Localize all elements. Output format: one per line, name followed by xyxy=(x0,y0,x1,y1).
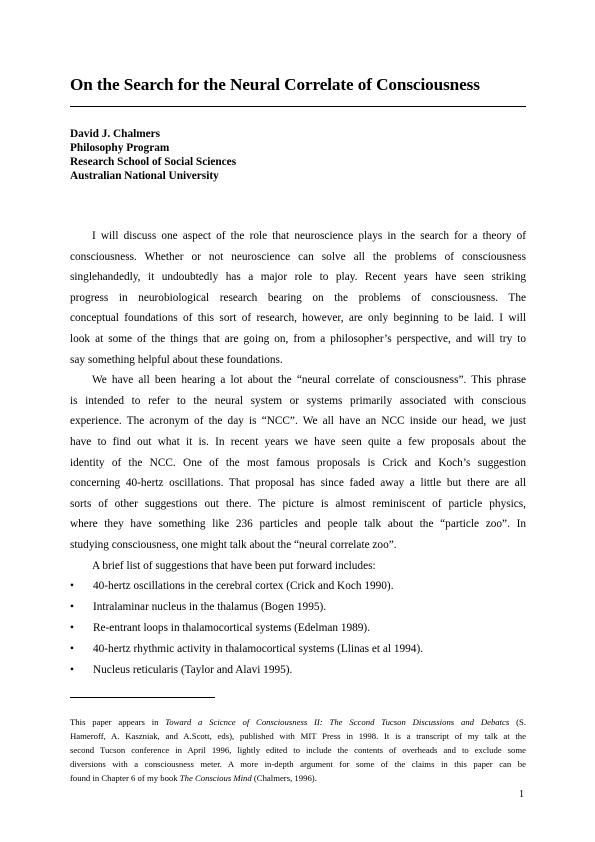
author-school: Research School of Social Sciences xyxy=(70,156,237,168)
author-block xyxy=(70,127,236,183)
text-line: have to find out what it is. In recent years we have seen quite a few proposals about the xyxy=(70,435,526,448)
paragraph-3: A brief list of suggestions that have been put forward includes: xyxy=(92,559,376,572)
footnote-text: found in Chapter 6 of my book xyxy=(70,773,180,783)
title-divider xyxy=(70,106,526,107)
suggestion-list xyxy=(70,576,526,681)
bullet-icon: • xyxy=(70,622,74,635)
footnote-line: second Tucson conference in April 1996, lightly edited to include the contents of overheads and to exclude some xyxy=(70,745,526,755)
paragraph-2 xyxy=(70,370,526,555)
footnote-divider xyxy=(70,697,215,698)
list-item xyxy=(70,639,526,660)
text-line: studying consciousness, one might talk about the “neural correlate zoo”. xyxy=(70,538,397,551)
list-item xyxy=(70,660,526,681)
bullet-icon: • xyxy=(70,580,74,593)
author-name: David J. Chalmers xyxy=(70,128,161,140)
list-item xyxy=(70,618,526,639)
list-item-text: 40-hertz rhythmic activity in thalamocortical systems (Llinas et al 1994). xyxy=(93,643,424,656)
text-line: say something helpful about these foundations. xyxy=(70,353,283,366)
list-item xyxy=(70,576,526,597)
text-line: singlehandedly, it undoubtedly has a major role to play. Recent years have seen striking xyxy=(70,271,526,284)
text-line: is intended to refer to the neural system or systems primarily associated with conscious xyxy=(70,394,526,407)
text-line: where they have something like 236 particles and people talk about the “particle zoo”. In xyxy=(70,518,526,531)
footnote-line: Hameroff, A. Kaszniak, and A.Scott, eds), published with MIT Press in 1998. It is a transcript of my talk at the xyxy=(70,731,526,741)
footnote xyxy=(70,715,526,785)
text-line: progress in neurobiological research bearing on the problems of consciousness. The xyxy=(70,291,526,304)
bullet-icon: • xyxy=(70,643,74,656)
body-text xyxy=(70,226,526,681)
list-item-text: Nucleus reticularis (Taylor and Alavi 1995). xyxy=(93,664,293,677)
list-item-text: 40-hertz oscillations in the cerebral cortex (Crick and Koch 1990). xyxy=(93,580,394,593)
paragraph-1 xyxy=(70,226,526,370)
text-line: conceptual foundations of this sort of research, however, are only beginning to be laid. I will xyxy=(70,312,526,325)
footnote-text: (S. xyxy=(509,717,527,727)
book-title: Toward a Scicnce of Consciousness II: The Sccond Tucson Discussions and Debatcs xyxy=(165,717,510,727)
footnote-line xyxy=(70,715,526,729)
text-line: sorts of other suggestions out there. The picture is almost reminiscent of particle physics, xyxy=(70,497,526,510)
bullet-icon: • xyxy=(70,601,74,614)
footnote-text: This paper appears in xyxy=(70,717,166,727)
text-line: We have all been hearing a lot about the “neural correlate of consciousness”. This phrase xyxy=(92,374,526,387)
text-line: look at some of the things that are going on, from a philosopher’s perspective, and will try to xyxy=(70,332,526,345)
text-line: identity of the NCC. One of the most famous proposals is Crick and Koch’s suggestion xyxy=(70,456,526,469)
list-item xyxy=(70,597,526,618)
footnote-line: diversions with a consciousness meter. A more in-depth argument for some of the claims in this paper can be xyxy=(70,759,526,769)
footnote-text: (Chalmers, 1996). xyxy=(251,773,317,783)
author-university: Australian National University xyxy=(70,170,219,182)
list-item-text: Intralaminar nucleus in the thalamus (Bogen 1995). xyxy=(93,601,327,614)
text-line: concerning 40-hertz oscillations. That proposal has since faded away a little but there are all xyxy=(70,477,526,490)
text-line: experience. The acronym of the day is “NCC”. We all have an NCC inside our head, we just xyxy=(70,415,526,428)
footnote-line xyxy=(70,771,526,785)
list-item-text: Re-entrant loops in thalamocortical systems (Edelman 1989). xyxy=(93,622,371,635)
text-line: I will discuss one aspect of the role that neuroscience plays in the search for a theory of xyxy=(92,230,526,242)
paper-title: On the Search for the Neural Correlate of Consciousness xyxy=(70,75,480,94)
author-department: Philosophy Program xyxy=(70,142,170,154)
book-title: The Conscious Mind xyxy=(179,773,252,783)
bullet-icon: • xyxy=(70,664,74,677)
page-number: 1 xyxy=(519,789,524,800)
text-line: consciousness. Whether or not neuroscience can solve all the problems of consciousness xyxy=(70,250,526,263)
